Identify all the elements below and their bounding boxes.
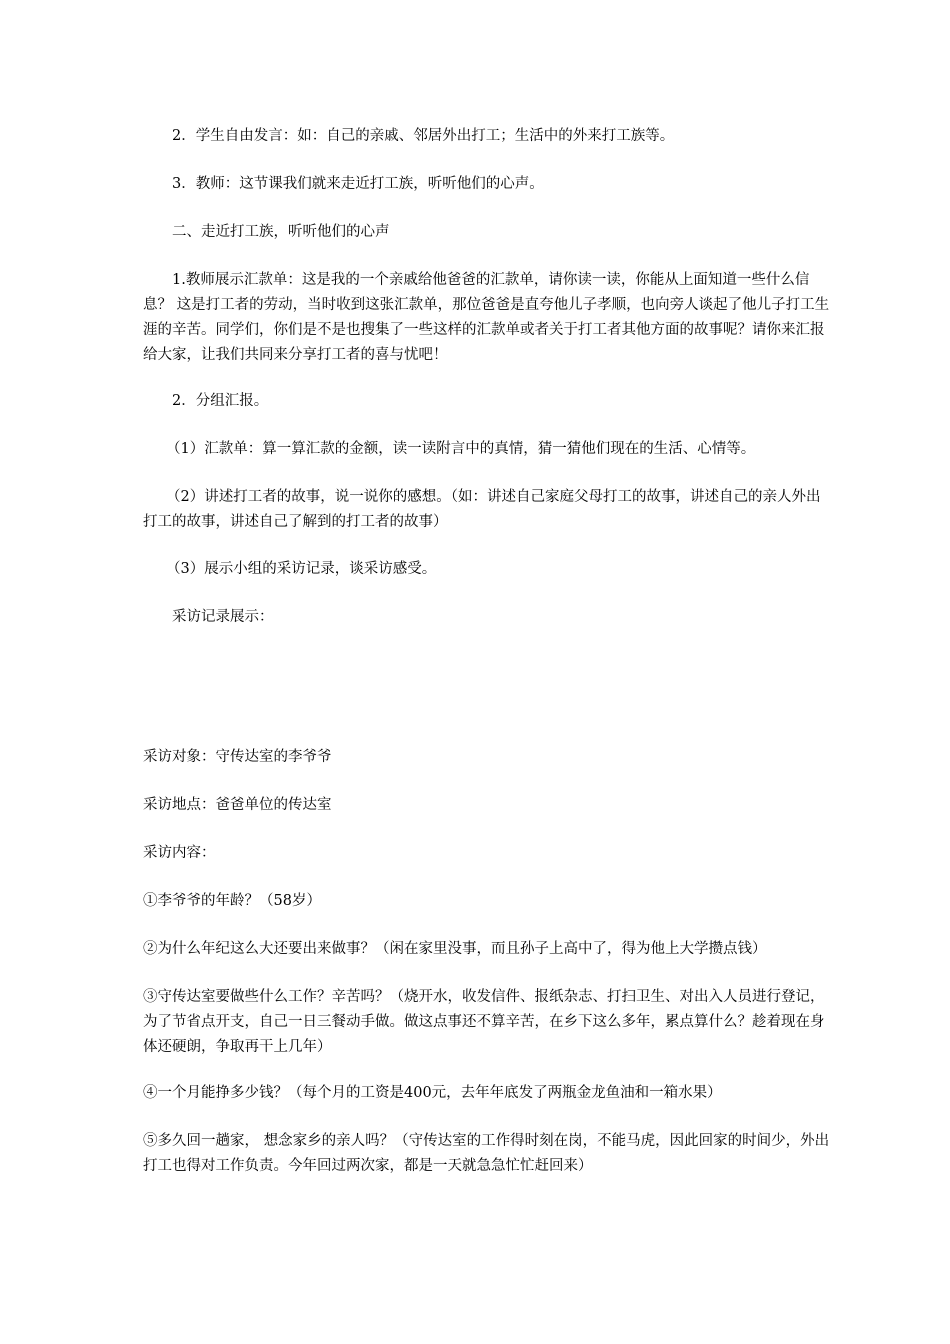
interview-question-2: ②为什么年纪这么大还要出来做事？（闲在家里没事，而且孙子上高中了，得为他上大学攒点钱） <box>143 941 767 957</box>
paragraph-remittance: 1.教师展示汇款单：这是我的一个亲戚给他爸爸的汇款单，请你读一读，你能从上面知道一些什么信息？ 这是打工者的劳动，当时收到这张汇款单，那位爸爸是直夸他儿子孝顺，也向旁人谈起了他儿子打工生涯的辛苦。同学们，你们是不是也搜集了一些这样的汇款单或者关于打工者其他方面的故事呢？请你来汇报给大家，让我们共同来分享打工者的喜与忧吧！ <box>143 272 830 363</box>
paragraph-item-3: （3）展示小组的采访记录，谈采访感受。 <box>166 561 437 577</box>
interview-subject: 采访对象：守传达室的李爷爷 <box>143 749 332 765</box>
interview-question-4: ④一个月能挣多少钱？（每个月的工资是400元，去年年底发了两瓶金龙鱼油和一箱水果） <box>143 1085 722 1101</box>
interview-content-label: 采访内容： <box>143 845 216 861</box>
paragraph-teacher-intro: 3．教师：这节课我们就来走近打工族，听听他们的心声。 <box>172 176 544 192</box>
paragraph-item-1: （1）汇款单：算一算汇款的金额，读一读附言中的真情，猜一猜他们现在的生活、心情等。 <box>166 441 756 457</box>
interview-location: 采访地点：爸爸单位的传达室 <box>143 797 332 813</box>
paragraph-group-report: 2．分组汇报。 <box>172 393 269 409</box>
interview-question-3: ③守传达室要做些什么工作？辛苦吗？（烧开水，收发信件、报纸杂志、打扫卫生、对出入人员进行登记，为了节省点开支，自己一日三餐动手做。做这点事还不算辛苦，在乡下这么多年，累点算什么？趁着现在身体还硬朗，争取再干上几年） <box>143 989 825 1055</box>
interview-question-1: ①李爷爷的年龄？（58岁） <box>143 893 321 909</box>
paragraph-student-speech: 2．学生自由发言：如：自己的亲戚、邻居外出打工；生活中的外来打工族等。 <box>172 128 675 144</box>
section-heading: 二、走近打工族，听听他们的心声 <box>172 224 390 240</box>
interview-question-5: ⑤多久回一趟家， 想念家乡的亲人吗？（守传达室的工作得时刻在岗，不能马虎，因此回家的时间少，外出打工也得对工作负责。今年回过两次家，都是一天就急急忙忙赶回来） <box>143 1133 830 1174</box>
paragraph-item-2: （2）讲述打工者的故事，说一说你的感想。（如：讲述自己家庭父母打工的故事，讲述自己的亲人外出打工的故事，讲述自己了解到的打工者的故事） <box>143 489 821 530</box>
paragraph-interview-display: 采访记录展示： <box>172 609 274 625</box>
